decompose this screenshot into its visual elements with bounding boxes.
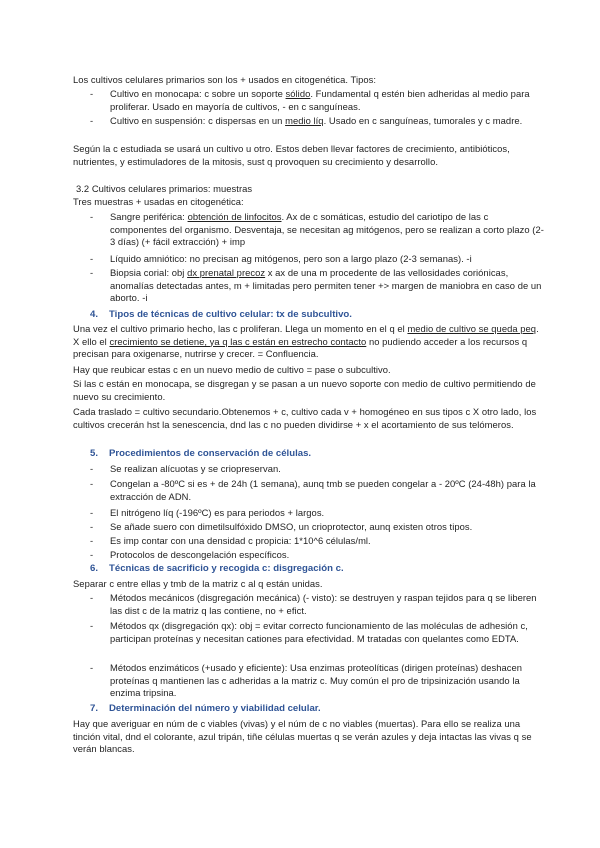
- bullet-dash: -: [90, 507, 94, 518]
- section-4-para-2: Hay que reubicar estas c en un nuevo medio de cultivo = pase o subcultivo.: [73, 364, 391, 375]
- bullet-dash: -: [90, 620, 94, 631]
- bullet-dash: -: [90, 521, 94, 532]
- bullet-suero: Se añade suero con dimetilsulfóxido DMSO, un crioprotector, aunq existen otros tipos.: [110, 521, 473, 532]
- section-title: Determinación del número y viabilidad celular.: [109, 703, 321, 714]
- bullet-dash: -: [90, 253, 94, 264]
- bullet-dash: -: [90, 478, 94, 489]
- section-number: 6.: [90, 563, 99, 574]
- section-4-para-1: Una vez el cultivo primario hecho, las c proliferan. Llega un momento en el q el medio de cultivo se queda peq. X ello el crecimiento se detiene, ya q las c están en estrecho contacto no pudiendo acceder a los recursos q precisan para oxigenarse, nutrirse y crecer. = Confluencia.: [73, 323, 539, 360]
- bullet-dash: -: [90, 463, 94, 474]
- bullet-biopsia: Biopsia corial: obj dx prenatal precoz x ax de una m procedente de las vellosidades coriónicas, anomalías detectadas antes, m + limitadas pero permiten tener +> margen de maniobra en caso de un aborto. -i: [110, 267, 542, 304]
- bullet-protocolos: Protocolos de descongelación específicos.: [110, 549, 290, 560]
- bullet-dash: -: [90, 662, 94, 673]
- bullet-monocapa: Cultivo en monocapa: c sobre un soporte sólido. Fundamental q estén bien adheridas al medio para proliferar. Usado en mayoría de cultivos, - en c sanguíneas.: [110, 88, 530, 112]
- section-3-2-line: Tres muestras + usadas en citogenética:: [73, 196, 244, 207]
- bullet-dash: -: [90, 267, 94, 278]
- bullet-dash: -: [90, 549, 94, 560]
- bullet-dash: -: [90, 115, 94, 126]
- bullet-dash: -: [90, 592, 94, 603]
- section-7-para: Hay que averiguar en núm de c viables (vivas) y el núm de c no viables (muertas). Para ello se realiza una tinción vital, dnd el colorante, azul tripán, tiñe células muertas q se verán azules y deja intactas las vivas q se verán blancas.: [73, 718, 532, 755]
- section-number: 7.: [90, 703, 99, 714]
- section-title: Tipos de técnicas de cultivo celular: tx de subcultivo.: [109, 309, 352, 320]
- bullet-alicuotas: Se realizan alícuotas y se criopreservan.: [110, 463, 281, 474]
- bullet-dash: -: [90, 535, 94, 546]
- section-4-para-3: Si las c están en monocapa, se disgregan y se pasan a un nuevo soporte con medio de cultivo permitiendo de nuevo su crecimiento.: [73, 378, 536, 402]
- intro-paragraph: Según la c estudiada se usará un cultivo u otro. Estos deben llevar factores de crecimiento, antibióticos, nutrientes, y estimuladores de la mitosis, sust q provoquen su crecimiento y desarrollo.: [73, 143, 510, 167]
- section-6-line: Separar c entre ellas y tmb de la matriz c al q están unidas.: [73, 578, 323, 589]
- bullet-densidad: Es imp contar con una densidad c propicia: 1*10^6 células/ml.: [110, 535, 371, 546]
- bullet-mecanicos: Métodos mecánicos (disgregación mecánica) (- visto): se destruyen y raspan tejidos para q se liberen las dist c de la matriz q las contiene, no + efict.: [110, 592, 537, 616]
- bullet-liquido: Líquido amniótico: no precisan ag mitógenos, pero son a largo plazo (2-3 semanas). -i: [110, 253, 472, 264]
- section-number: 4.: [90, 309, 99, 320]
- section-3-2-title: 3.2 Cultivos celulares primarios: muestras: [76, 183, 253, 194]
- bullet-qx: Métodos qx (disgregación qx): obj = evitar correcto funcionamiento de las moléculas de adhesión c, participan proteínas y necesitan cationes para efectividad. M tratadas con quelantes como EDTA.: [110, 620, 528, 644]
- bullet-suspension: Cultivo en suspensión: c dispersas en un medio líq. Usado en c sanguíneas, tumorales y c madre.: [110, 115, 523, 126]
- bullet-dash: -: [90, 211, 94, 222]
- section-4-para-4: Cada traslado = cultivo secundario.Obtenemos + c, cultivo cada v + homogéneo en sus tipos c X otro lado, los cultivos crecerán hst la senescencia, dnd las c no pueden dividirse + x el acortamiento de sus telómeros.: [73, 406, 537, 430]
- bullet-sangre: Sangre periférica: obtención de linfocitos. Ax de c somáticas, estudio del cariotipo de las c componentes del organismo. Desventaja, se necesitan ag mitógenos, pero se realizan a corto plazo (2-3 días) (+ fácil extracción) + imp: [110, 211, 544, 248]
- bullet-nitrogeno: El nitrógeno líq (-196ºC) es para periodos + largos.: [110, 507, 325, 518]
- section-title: Procedimientos de conservación de células.: [109, 448, 312, 459]
- section-title: Técnicas de sacrificio y recogida c: disgregación c.: [109, 563, 344, 574]
- bullet-congelan: Congelan a -80ºC si es + de 24h (1 semana), aunq tmb se pueden congelar a - 20ºC (24-48h) para la extracción de ADN.: [110, 478, 536, 502]
- section-number: 5.: [90, 448, 99, 459]
- bullet-dash: -: [90, 88, 94, 99]
- intro-line: Los cultivos celulares primarios son los + usados en citogenética. Tipos:: [73, 74, 377, 85]
- bullet-enzimaticos: Métodos enzimáticos (+usado y eficiente): Usa enzimas proteolíticas (dirigen proteínas) deshacen proteínas q mantienen las c adheridas a la matriz c. Muy común el pro de tripsinización usando la enzima tripsina.: [110, 662, 523, 699]
